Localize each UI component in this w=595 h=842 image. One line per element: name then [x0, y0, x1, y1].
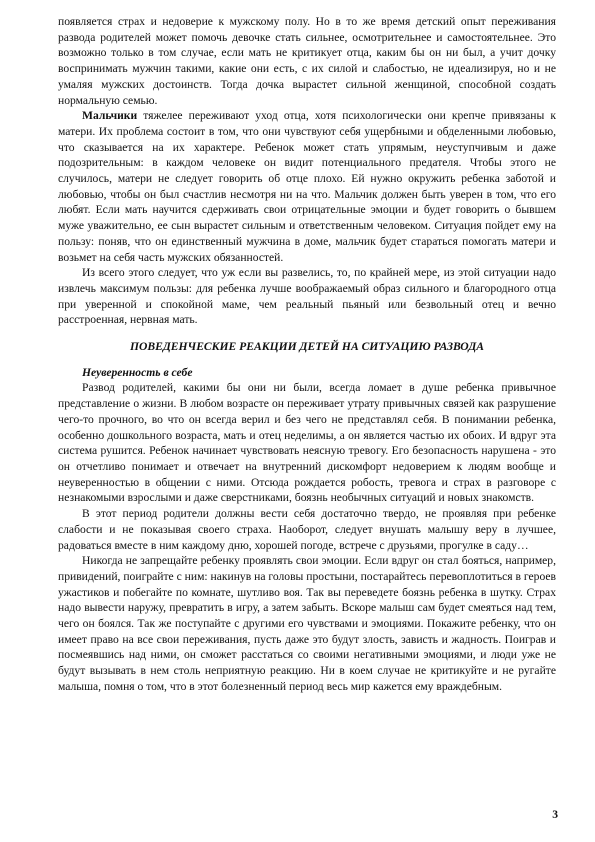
paragraph-boys	[58, 108, 556, 265]
paragraph-divorce: Развод родителей, какими бы они ни были, всегда ломает в душе ребенка привычное представление о жизни. В любом возрасте он переживает утрату привычных связей как разрушение чего-то прочного, во что он всегда верил и без чего не представлял себя. В понимании ребенка, особенно дошкольного возраста, мать и отец неделимы, а он является частью их обоих. И вдруг эта система рушится. Ребенок начинает чувствовать неясную тревогу. Его безопасность нарушена - это он отчетливо понимает и отвечает на внутренний дискомфорт недоверием к людям вообще и неуверенностью в общении с ними. Отсюда рождается робость, тревога и страх в разговоре с незнакомыми взрослыми и даже сверстниками, боязнь необычных ситуаций и новых знакомств.	[58, 381, 556, 505]
section-heading: ПОВЕДЕНЧЕСКИЕ РЕАКЦИИ ДЕТЕЙ НА СИТУАЦИЮ РАЗВОДА	[130, 340, 484, 354]
paragraph-lead-word: Мальчики	[82, 109, 138, 123]
subheading: Неуверенность в себе	[82, 365, 193, 379]
document-page	[58, 14, 556, 695]
page-number: 3	[552, 808, 558, 821]
paragraph-daughters: появляется страх и недоверие к мужскому полу. Но в то же время детский опыт переживания развода родителей может помочь девочке стать сильнее, осмотрительнее и самостоятельнее. Это возможно только в том случае, если мать не критикует отца, каким бы он ни был, а учит дочку воспринимать мужчин такими, какие они есть, с их силой и слабостью, не идеализируя, но и не умаляя мужских достоинств. Тогда дочка вырастет сильной женщиной, способной создать нормальную семью.	[58, 15, 556, 107]
paragraph-parents-behavior: В этот период родители должны вести себя достаточно твердо, не проявляя при ребенке слабости и не показывая своего страха. Наоборот, следует внушать малышу веру в лучшее, радоваться вместе в ним каждому дню, хорошей погоде, встрече с друзьями, прогулке в саду…	[58, 507, 556, 552]
paragraph-boys-text: тяжелее переживают уход отца, хотя психологически они крепче привязаны к матери. Их проблема состоит в том, что они чувствуют себя ущербными и обделенными любовью, что сказывается на их характере. Ребенок может стать упрямым, неуступчивым и даже подозрительным: в каждом человеке он видит потенциального предателя. Чтобы этого не случилось, матери не следует говорить об отце плохо. Ей нужно окружить ребенка заботой и любовью, чтобы он был счастлив несмотря ни на что. Мальчик должен быть уверен в том, что его любят. Если мать научится сдерживать свои отрицательные эмоции и будет говорить о бывшем муже уважительно, ее сын вырастет сильным и ответственным человеком. Ситуация пойдет ему на пользу: поняв, что он единственный мужчина в доме, мальчик будет стараться помогать матери и возьмет на себя часть мужских обязанностей.	[58, 109, 556, 264]
paragraph-emotions: Никогда не запрещайте ребенку проявлять свои эмоции. Если вдруг он стал бояться, например, привидений, поиграйте с ним: накинув на головы простыни, постарайтесь перевоплотиться в героев ужастиков и побегайте по комнате, шутливо воя. Так вы переведете боязнь ребенка в шутку. Страх надо вывести наружу, превратить в игру, а затем забыть. Вскоре малыш сам будет смеяться над тем, чего он боялся. Так же поступайте с другими его чувствами и эмоциями. Покажите ребенку, что он имеет право на все свои переживания, пусть даже это будут злость, зависть и жадность. Поиграв и посмеявшись над ними, он сможет расстаться со своими негативными эмоциями, и люди уже не будут вызывать в нем столь неприятную реакцию. Ни в коем случае не критикуйте и не ругайте малыша, помня о том, что в этот болезненный период весь мир кажется ему враждебным.	[58, 554, 556, 693]
paragraph-conclusion: Из всего этого следует, что уж если вы развелись, то, по крайней мере, из этой ситуации надо извлечь максимум пользы: для ребенка лучше воображаемый образ сильного и благородного отца при уверенной и спокойной маме, чем реальный пьяный или безвольный отец и вечно расстроенная, нервная мать.	[58, 266, 556, 327]
